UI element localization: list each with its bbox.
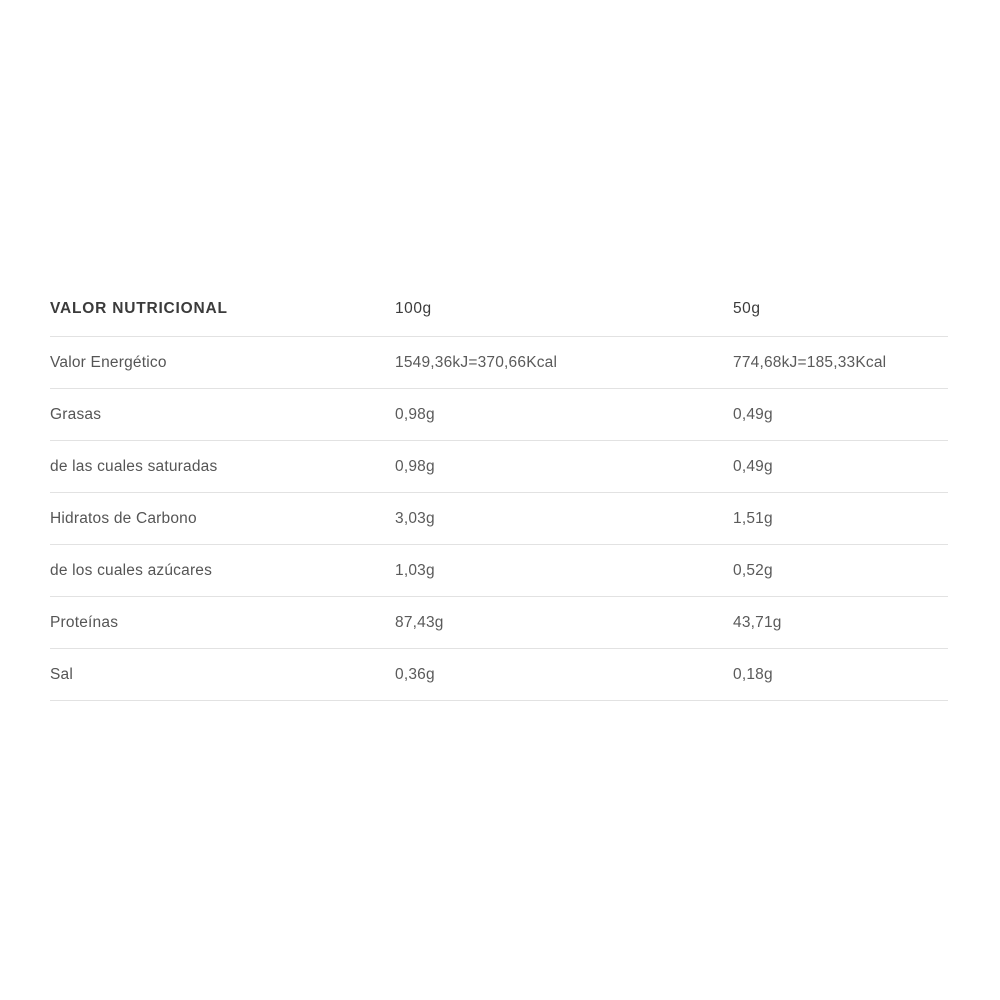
row-value-100g: 0,36g (395, 665, 435, 683)
nutrition-facts-table (50, 286, 948, 701)
row-label-proteinas: Proteínas (50, 613, 119, 631)
row-label-hidratos-de-carbono: Hidratos de Carbono (50, 509, 197, 527)
table-row (50, 545, 948, 597)
table-header (50, 286, 948, 337)
row-value-100g: 1,03g (395, 561, 435, 579)
column-header-100g: 100g (395, 300, 432, 317)
row-value-50g: 1,51g (733, 509, 773, 527)
row-value-100g: 3,03g (395, 509, 435, 527)
row-label-valor-energetico: Valor Energético (50, 353, 167, 371)
table-header-row (50, 286, 948, 337)
row-value-100g: 87,43g (395, 613, 444, 631)
table-body (50, 337, 948, 701)
row-label-azucares: de los cuales azúcares (50, 561, 213, 579)
table-row (50, 337, 948, 389)
row-value-50g: 774,68kJ=185,33Kcal (733, 353, 887, 371)
table-row (50, 649, 948, 701)
row-value-100g: 0,98g (395, 457, 435, 475)
column-header-50g: 50g (733, 300, 761, 317)
row-value-50g: 0,52g (733, 561, 773, 579)
table-row (50, 597, 948, 649)
row-value-50g: 0,18g (733, 665, 773, 683)
row-value-100g: 0,98g (395, 405, 435, 423)
column-header-nutrient: VALOR NUTRICIONAL (50, 300, 228, 317)
table-row (50, 493, 948, 545)
row-value-50g: 0,49g (733, 405, 773, 423)
table-row (50, 441, 948, 493)
row-value-100g: 1549,36kJ=370,66Kcal (395, 353, 558, 371)
table-row (50, 389, 948, 441)
row-label-sal: Sal (50, 665, 74, 683)
row-label-saturadas: de las cuales saturadas (50, 457, 218, 475)
row-label-grasas: Grasas (50, 405, 102, 423)
row-value-50g: 43,71g (733, 613, 782, 631)
row-value-50g: 0,49g (733, 457, 773, 475)
